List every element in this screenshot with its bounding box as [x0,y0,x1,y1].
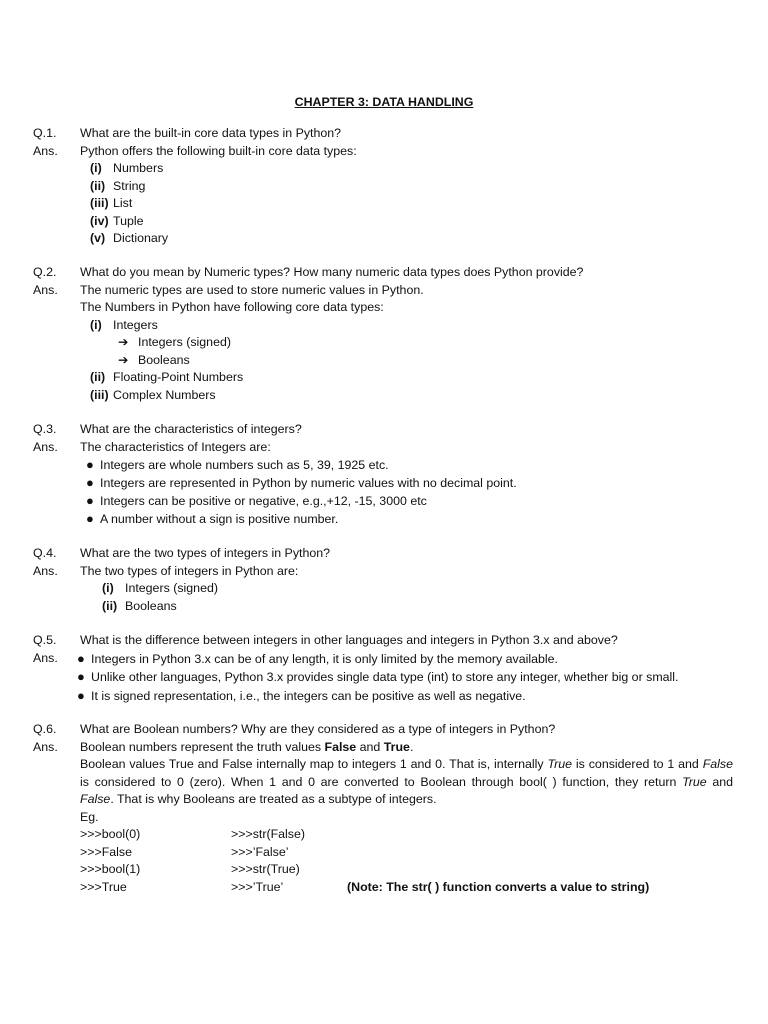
q1-ans-label: Ans. [33,144,58,158]
bullet-icon: ● [86,511,94,526]
chapter-title: CHAPTER 3: DATA HANDLING [294,95,474,109]
q6-answer-line: Boolean values True and False internally map to integers 1 and 0. That is, internally True is considered to 1 and False [80,757,733,771]
q6-label: Q.6. [33,722,57,736]
q6-answer-line: False. That is why Booleans are treated as a subtype of integers. [80,792,437,806]
code-line: >>>True [80,879,127,894]
arrow-right-icon: ➔ [118,335,129,349]
code-line: >>>False [80,844,133,859]
q2-question: What do you mean by Numeric types? How many numeric data types does Python provide? [80,265,584,279]
bullet-icon: ● [86,457,94,472]
q5-ans-label: Ans. [33,651,58,665]
q4-answer: The two types of integers in Python are: [80,563,299,578]
q3-bullet: ● Integers are whole numbers such as 5, 39, 1925 etc. [86,457,389,472]
q1-item: (ii) String [90,178,146,193]
q1-item: (i) Numbers [90,161,164,175]
q6-answer-line: Boolean numbers represent the truth values False and True. [80,740,414,754]
note-text: (Note: The str( ) function converts a value to string) [347,879,650,894]
q2-item: (iii) Complex Numbers [90,387,216,402]
q1-answer: Python offers the following built-in core data types: [80,144,357,158]
q4-item: (ii) Booleans [102,598,177,613]
q6-eg-label: Eg. [80,809,99,824]
code-line: >>>bool(1) [80,862,141,876]
q2-item: (ii) Floating-Point Numbers [90,370,244,384]
bullet-icon: ● [86,475,94,490]
q3-bullet: ● Integers can be positive or negative, e.g.,+12, -15, 3000 etc [86,493,427,508]
bullet-icon: ● [77,669,85,684]
q5-question: What is the difference between integers in other languages and integers in Python 3.x and above? [80,633,618,647]
q3-ans-label: Ans. [33,439,58,454]
q2-answer-line: The numeric types are used to store numeric values in Python. [80,282,424,297]
q2-subitem: ➔ Integers (signed) [118,334,231,351]
q3-bullet: ● A number without a sign is positive number. [86,511,339,526]
q4-item: (i) Integers (signed) [102,581,218,595]
q2-answer-line: The Numbers in Python have following core data types: [80,300,384,314]
q4-question: What are the two types of integers in Python? [80,546,331,560]
q1-label: Q.1. [33,126,57,140]
q3-question: What are the characteristics of integers? [80,422,302,436]
bullet-icon: ● [86,493,94,508]
bullet-icon: ● [77,651,85,666]
q5-bullet: ● Integers in Python 3.x can be of any length, it is only limited by the memory available. [77,651,558,666]
code-line: >>>str(False) [231,827,306,841]
bullet-icon: ● [77,688,85,703]
q6-answer-line: is considered to 0 (zero). When 1 and 0 are converted to Boolean through bool( ) function, they return True and [80,774,733,789]
q4-ans-label: Ans. [33,563,58,578]
q2-label: Q.2. [33,265,57,279]
q2-ans-label: Ans. [33,282,58,297]
q2-item: (i) Integers [90,317,158,332]
code-line: >>>’True’ [231,879,284,894]
q6-question: What are Boolean numbers? Why are they considered as a type of integers in Python? [80,722,556,736]
q4-label: Q.4. [33,546,57,560]
q3-answer: The characteristics of Integers are: [80,439,271,454]
code-line: >>>str(True) [231,862,300,876]
q1-question: What are the built-in core data types in Python? [80,126,342,140]
q5-bullet: ● Unlike other languages, Python 3.x provides single data type (int) to store any integer, whether big or small. [77,669,679,684]
q6-ans-label: Ans. [33,740,58,754]
q1-item: (iii) List [90,196,133,210]
q1-item: (iv) Tuple [90,213,144,228]
q1-item: (v) Dictionary [90,231,169,245]
q3-bullet: ● Integers are represented in Python by numeric values with no decimal point. [86,475,517,490]
q3-label: Q.3. [33,422,57,436]
code-line: >>>’False’ [231,844,289,859]
q5-bullet: ● It is signed representation, i.e., the integers can be positive as well as negative. [77,688,526,703]
code-line: >>>bool(0) [80,827,141,841]
q5-label: Q.5. [33,633,57,647]
arrow-right-icon: ➔ [118,352,129,367]
q2-subitem: ➔ Booleans [118,352,190,369]
